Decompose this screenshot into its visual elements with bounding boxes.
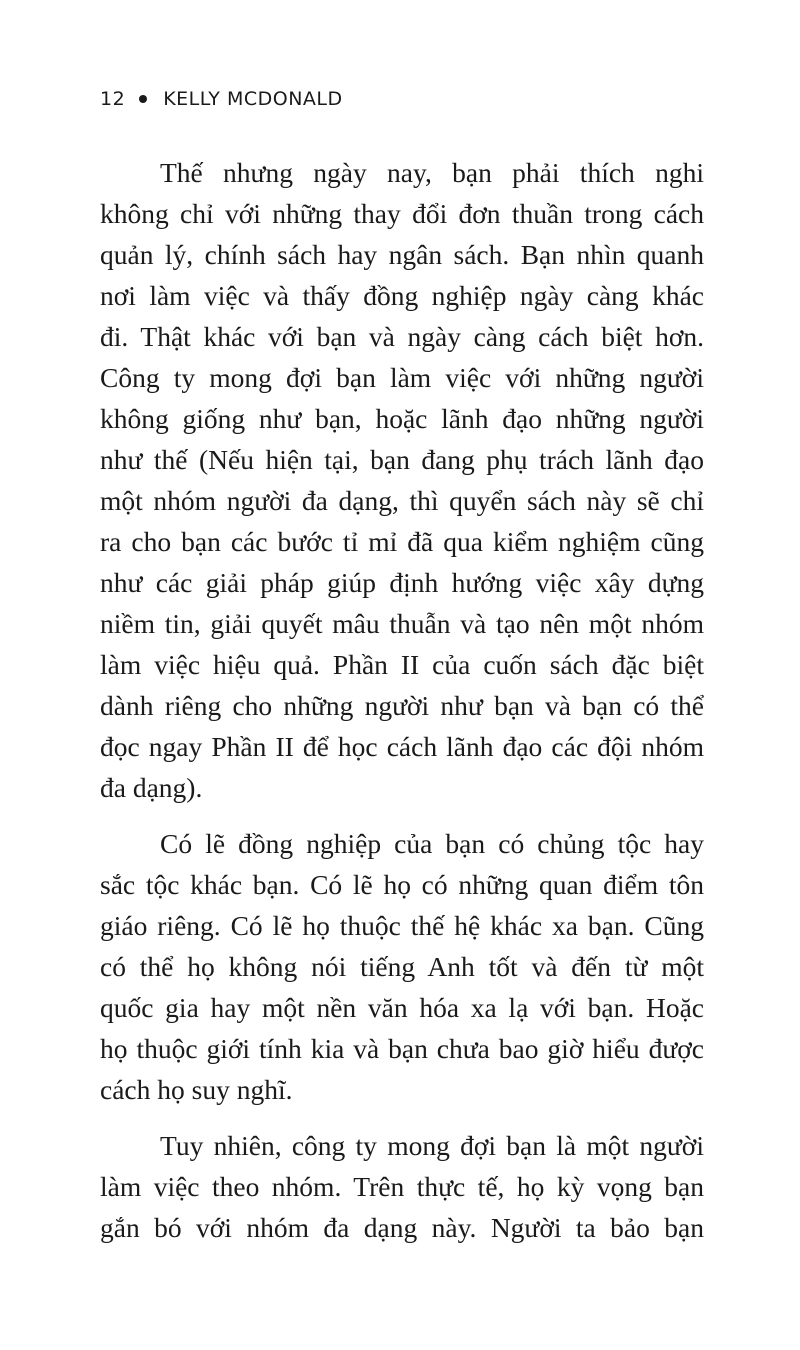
text-line: gắn bó với nhóm đa dạng này. Người ta bảo bạn <box>100 1212 704 1243</box>
text-line: Thế nhưng ngày nay, bạn phải thích nghi <box>160 157 704 188</box>
text-line: cách họ suy nghĩ. <box>100 1074 293 1105</box>
text-line: giáo riêng. Có lẽ họ thuộc thế hệ khác xa bạn. Cũng <box>100 910 704 941</box>
text-line: dành riêng cho những người như bạn và bạn có thể <box>100 690 704 721</box>
body-text <box>100 152 704 1263</box>
text-line: họ thuộc giới tính kia và bạn chưa bao giờ hiểu được <box>100 1033 704 1064</box>
text-line: đa dạng). <box>100 772 203 803</box>
text-line: một nhóm người đa dạng, thì quyển sách này sẽ chỉ <box>100 485 704 516</box>
author-name: KELLY MCDONALD <box>163 88 343 110</box>
text-line: quốc gia hay một nền văn hóa xa lạ với bạn. Hoặc <box>100 992 704 1023</box>
paragraph-1 <box>100 152 704 808</box>
page-number: 12 <box>100 88 126 110</box>
text-line: làm việc hiệu quả. Phần II của cuốn sách đặc biệt <box>100 649 704 680</box>
text-line: như các giải pháp giúp định hướng việc xây dựng <box>100 567 704 598</box>
text-line: sắc tộc khác bạn. Có lẽ họ có những quan điểm tôn <box>100 869 704 900</box>
text-line: làm việc theo nhóm. Trên thực tế, họ kỳ vọng bạn <box>100 1171 704 1202</box>
text-line: quản lý, chính sách hay ngân sách. Bạn nhìn quanh <box>100 239 704 270</box>
text-line: niềm tin, giải quyết mâu thuẫn và tạo nên một nhóm <box>100 608 704 639</box>
paragraph-3 <box>100 1125 704 1248</box>
text-line: có thể họ không nói tiếng Anh tốt và đến từ một <box>100 951 704 982</box>
text-line: đọc ngay Phần II để học cách lãnh đạo các đội nhóm <box>100 731 704 762</box>
text-line: Công ty mong đợi bạn làm việc với những người <box>100 362 704 393</box>
text-line: như thế (Nếu hiện tại, bạn đang phụ trách lãnh đạo <box>100 444 704 475</box>
text-line: ra cho bạn các bước tỉ mỉ đã qua kiểm nghiệm cũng <box>100 526 704 557</box>
running-head <box>100 88 343 110</box>
paragraph-2 <box>100 823 704 1110</box>
text-line: nơi làm việc và thấy đồng nghiệp ngày càng khác <box>100 280 704 311</box>
text-line: không giống như bạn, hoặc lãnh đạo những người <box>100 403 704 434</box>
text-line: Có lẽ đồng nghiệp của bạn có chủng tộc hay <box>160 828 704 859</box>
text-line: đi. Thật khác với bạn và ngày càng cách biệt hơn. <box>100 321 704 352</box>
text-line: Tuy nhiên, công ty mong đợi bạn là một người <box>160 1130 704 1161</box>
text-line: không chỉ với những thay đổi đơn thuần trong cách <box>100 198 704 229</box>
bullet-separator-icon <box>139 95 147 103</box>
